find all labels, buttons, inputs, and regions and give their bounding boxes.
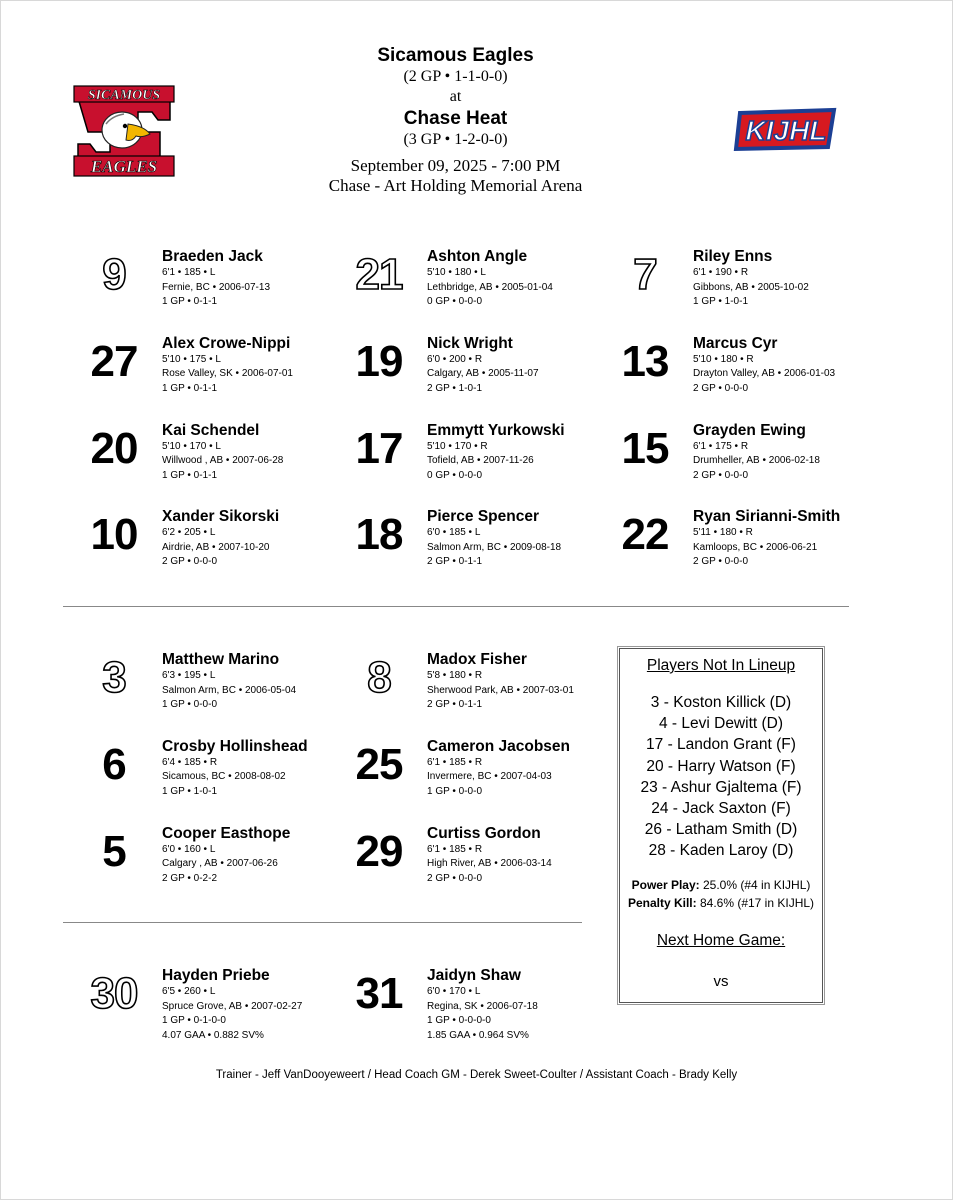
player-info [162,508,372,570]
player-measurements: 5'10 • 180 • L [427,267,486,278]
not-in-lineup-list [620,692,822,862]
player-measurements: 6'2 • 205 • L [162,527,216,539]
jersey-number: 30 [90,969,138,1018]
at-label: at [449,88,462,105]
player-info [162,248,372,310]
player-record: 1 GP • 0-1-1 [162,296,218,307]
player-record: 1 GP • 1-0-1 [693,296,749,307]
player-record: 2 GP • 0-0-0 [693,556,749,568]
player-hometown: Willwood , AB • 2007-06-28 [162,455,284,467]
player-info [427,738,637,800]
player-card [343,967,593,1047]
home-team-name: Chase Heat [403,108,508,129]
player-info [427,825,637,887]
player-measurements: 6'1 • 185 • R [427,843,483,855]
player-measurements: 6'0 • 185 • L [427,527,481,539]
player-measurements: 6'1 • 185 • L [162,267,216,278]
player-record: 2 GP • 0-0-0 [162,556,218,568]
player-measurements: 6'4 • 185 • R [162,756,218,768]
divider-forwards [63,606,849,607]
kijhl-logo-text: KIJHL [745,115,827,146]
player-info [427,967,637,1043]
player-card [343,335,593,415]
player-hometown: Spruce Grove, AB • 2007-02-27 [162,1000,303,1012]
penalty-kill-value: 84.6% (#17 in KIJHL) [696,895,815,910]
divider-defence [63,922,582,923]
player-card [343,738,593,818]
player-record: 2 GP • 1-0-1 [427,382,483,394]
player-info [693,335,903,397]
player-info [162,651,372,713]
player-name: Marcus Cyr [693,334,778,352]
player-measurements: 5'10 • 170 • L [162,440,221,452]
power-play-stat [620,876,822,894]
player-name: Grayden Ewing [693,421,806,439]
next-home-game-vs: vs [713,972,729,990]
player-record: 2 GP • 0-1-1 [427,699,483,710]
away-team-name: Sicamous Eagles [377,45,534,66]
player-card [78,825,328,905]
player-card [78,335,328,415]
player-record: 2 GP • 0-0-0 [693,469,749,481]
player-card [78,248,328,328]
player-info [427,422,637,484]
away-team-record: (2 GP • 1-1-0-0) [403,68,508,85]
player-record: 0 GP • 0-0-0 [427,296,483,307]
info-box [619,648,823,1003]
player-name: Madox Fisher [427,651,527,668]
player-info [427,248,637,310]
player-name: Cooper Easthope [162,824,291,842]
player-measurements: 6'0 • 200 • R [427,353,483,365]
player-name: Ashton Angle [427,248,528,265]
game-datetime: September 09, 2025 - 7:00 PM [350,156,561,175]
player-card [78,967,328,1047]
player-name: Kai Schendel [162,421,260,439]
player-record: 0 GP • 0-0-0 [427,469,483,481]
player-record: 2 GP • 0-1-1 [427,556,483,568]
player-hometown: High River, AB • 2006-03-14 [427,858,552,870]
jersey-number: 13 [621,336,669,386]
player-measurements: 5'10 • 170 • R [427,440,488,452]
player-card [78,738,328,818]
player-measurements: 6'3 • 195 • L [162,670,216,681]
player-name: Hayden Priebe [162,967,270,984]
player-card [343,825,593,905]
player-hometown: Airdrie, AB • 2007-10-20 [162,541,270,553]
jersey-number: 21 [355,250,403,299]
goalie-stats: 4.07 GAA • 0.882 SV% [162,1029,264,1041]
player-measurements: 5'10 • 180 • R [693,353,754,365]
player-hometown: Sicamous, BC • 2008-08-02 [162,771,286,783]
player-measurements: 6'1 • 185 • R [427,756,483,768]
player-info [693,248,903,310]
player-name: Alex Crowe-Nippi [162,334,291,352]
jersey-number: 19 [355,336,403,386]
player-hometown: Kamloops, BC • 2006-06-21 [693,541,818,553]
player-name: Emmytt Yurkowski [427,421,565,439]
power-play-label: Power Play: [631,877,700,892]
player-card [343,422,593,502]
player-card [343,508,593,588]
not-in-lineup-title: Players Not In Lineup [646,657,796,674]
sicamous-eagles-logo [70,84,178,179]
special-teams [620,876,822,912]
player-info [162,335,372,397]
player-record: 2 GP • 0-2-2 [162,872,218,884]
player-card [609,248,859,328]
player-hometown: Sherwood Park, AB • 2007-03-01 [427,684,574,696]
scratch-player: 26 - Latham Smith (D) [644,821,798,839]
player-record: 1 GP • 0-0-0-0 [427,1015,491,1026]
power-play-value: 25.0% (#4 in KIJHL) [699,877,811,892]
player-hometown: Fernie, BC • 2006-07-13 [162,281,271,293]
staff-footer: Trainer - Jeff VanDooyeweert / Head Coach GM - Derek Sweet-Coulter / Assistant Coach - Brady Kelly [215,1069,738,1081]
scratch-player: 23 - Ashur Gjaltema (F) [640,778,802,796]
player-name: Braeden Jack [162,248,263,265]
player-record: 1 GP • 0-0-0 [427,785,483,797]
player-card [343,651,593,731]
jersey-number: 18 [355,510,403,560]
jersey-number: 17 [355,423,403,473]
penalty-kill-stat [620,894,822,912]
player-info [162,738,372,800]
player-record: 2 GP • 0-0-0 [693,382,749,394]
scratch-player: 28 - Kaden Laroy (D) [648,842,794,860]
player-record: 1 GP • 0-1-1 [162,469,218,481]
scratch-player: 24 - Jack Saxton (F) [651,800,791,818]
player-measurements: 6'0 • 160 • L [162,843,216,855]
jersey-number: 6 [102,739,126,789]
player-name: Matthew Marino [162,651,280,668]
scratch-player: 3 - Koston Killick (D) [650,694,792,711]
jersey-number: 29 [355,826,403,876]
player-record: 1 GP • 0-1-0-0 [162,1015,226,1026]
player-measurements: 6'1 • 175 • R [693,440,749,452]
player-hometown: Calgary , AB • 2007-06-26 [162,858,278,870]
player-card [343,248,593,328]
player-hometown: Salmon Arm, BC • 2006-05-04 [162,684,297,696]
scratch-player: 4 - Levi Dewitt (D) [658,715,784,733]
player-info [427,335,637,397]
player-card [609,508,859,588]
player-info [693,508,903,570]
player-hometown: Gibbons, AB • 2005-10-02 [693,281,809,293]
player-record: 2 GP • 0-0-0 [427,872,483,884]
player-name: Jaidyn Shaw [427,967,521,984]
player-info [162,825,372,887]
player-hometown: Regina, SK • 2006-07-18 [427,1000,538,1012]
jersey-number: 15 [621,423,669,473]
player-name: Nick Wright [427,334,513,352]
player-hometown: Invermere, BC • 2007-04-03 [427,771,552,783]
jersey-number: 20 [90,423,138,473]
player-name: Crosby Hollinshead [162,737,308,755]
player-hometown: Drayton Valley, AB • 2006-01-03 [693,368,836,380]
goalie-stats: 1.85 GAA • 0.964 SV% [427,1029,529,1041]
player-info [427,508,637,570]
jersey-number: 9 [102,250,126,299]
player-record: 1 GP • 1-0-1 [162,785,218,797]
player-name: Riley Enns [693,248,773,265]
jersey-number: 8 [367,653,391,702]
scratch-player: 20 - Harry Watson (F) [646,757,796,775]
jersey-number: 5 [102,826,126,876]
player-info [162,422,372,484]
scratch-player: 17 - Landon Grant (F) [646,736,796,754]
player-measurements: 6'5 • 260 • L [162,986,216,997]
jersey-number: 31 [355,969,403,1018]
penalty-kill-label: Penalty Kill: [627,895,697,910]
player-name: Ryan Sirianni-Smith [693,508,841,526]
jersey-number: 22 [621,510,669,560]
player-hometown: Rose Valley, SK • 2006-07-01 [162,368,293,380]
player-name: Cameron Jacobsen [427,737,570,755]
player-info [693,422,903,484]
player-measurements: 5'11 • 180 • R [693,527,753,539]
player-name: Curtiss Gordon [427,824,541,842]
home-team-record: (3 GP • 1-2-0-0) [403,131,508,148]
player-hometown: Salmon Arm, BC • 2009-08-18 [427,541,562,553]
player-measurements: 5'8 • 180 • R [427,670,483,681]
player-card [609,422,859,502]
player-measurements: 5'10 • 175 • L [162,353,221,365]
logo-text-bottom: EAGLES [90,157,158,176]
logo-text-top: SICAMOUS [87,88,161,103]
player-card [78,422,328,502]
player-name: Xander Sikorski [162,508,280,526]
player-hometown: Lethbridge, AB • 2005-01-04 [427,281,553,293]
kijhl-logo [730,103,842,157]
player-card [78,651,328,731]
jersey-number: 25 [355,739,403,789]
player-measurements: 6'1 • 190 • R [693,267,749,278]
game-venue: Chase - Art Holding Memorial Arena [328,176,583,195]
jersey-number: 10 [90,510,138,560]
player-card [609,335,859,415]
player-record: 1 GP • 0-0-0 [162,699,218,710]
player-measurements: 6'0 • 170 • L [427,986,481,997]
player-info [427,651,637,713]
player-hometown: Drumheller, AB • 2006-02-18 [693,455,820,467]
jersey-number: 3 [102,653,126,702]
jersey-number: 27 [90,336,138,386]
player-info [162,967,372,1043]
player-hometown: Calgary, AB • 2005-11-07 [427,368,539,380]
jersey-number: 7 [633,250,657,299]
player-name: Pierce Spencer [427,508,540,526]
next-home-game-label: Next Home Game: [656,931,786,949]
player-card [78,508,328,588]
player-hometown: Tofield, AB • 2007-11-26 [427,455,534,467]
player-record: 1 GP • 0-1-1 [162,382,218,394]
